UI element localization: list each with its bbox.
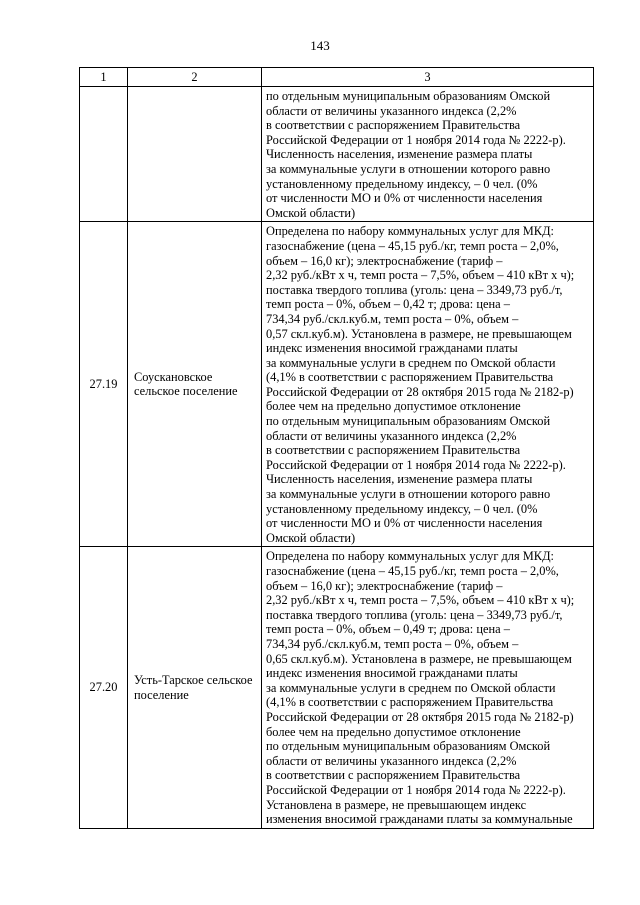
text-line: Омской области) — [266, 205, 356, 220]
text-line: (4,1% в соответствии с распоряжением Правительства — [266, 695, 554, 710]
settlement-name: Усть-Тарское сельское поселение — [128, 547, 262, 828]
row-name-cell — [128, 87, 262, 222]
row-number: 27.20 — [80, 547, 128, 828]
text-line: 734,34 руб./скл.куб.м, темп роста – 0%, объем – — [266, 311, 519, 326]
text-line: 0,65 скл.куб.м). Установлена в размере, не превышающем — [266, 651, 572, 666]
text-line: Численность населения, изменение размера платы — [266, 147, 533, 162]
text-line: 0,57 скл.куб.м). Установлена в размере, не превышающем — [266, 326, 572, 341]
text-line: более чем на предельно допустимое отклонение — [266, 724, 521, 739]
text-line: Российской Федерации от 1 ноября 2014 года № 2222-р). — [266, 457, 566, 472]
text-line: газоснабжение (цена – 45,15 руб./кг, темп роста – 2,0%, — [266, 564, 559, 578]
text-line: области от величины указанного индекса (2,2% — [266, 103, 517, 118]
text-line: в соответствии с распоряжением Правительства — [266, 443, 521, 458]
table-row-continuation — [80, 87, 594, 222]
text-line: по отдельным муниципальным образованиям Омской — [266, 739, 551, 754]
row-text-cell — [262, 87, 594, 222]
text-line: Российской Федерации от 28 октября 2015 года № 2182-р) — [266, 709, 574, 724]
column-header-3: 3 — [262, 68, 594, 87]
text-line: по отдельным муниципальным образованиям Омской — [266, 414, 551, 429]
column-header-1: 1 — [80, 68, 128, 87]
text-line: более чем на предельно допустимое отклонение — [266, 399, 521, 414]
row-text-cell — [262, 222, 594, 547]
text-line: Численность населения, изменение размера платы — [266, 472, 533, 487]
text-line: газоснабжение (цена – 45,15 руб./кг, темп роста – 2,0%, — [266, 238, 559, 253]
text-line: объем – 16,0 кг); электроснабжение (тариф – — [266, 253, 503, 268]
text-line: от численности МО и 0% от численности населения — [266, 191, 543, 206]
table-row-27-19 — [80, 222, 594, 547]
settlement-name: Соускановское сельское поселение — [128, 222, 262, 547]
text-line: за коммунальные услуги в среднем по Омской области — [266, 680, 556, 695]
text-line: темп роста – 0%, объем – 0,49 т; дрова: цена – — [266, 622, 510, 637]
row-text-cell — [262, 547, 594, 828]
text-line: темп роста – 0%, объем – 0,42 т; дрова: цена – — [266, 297, 510, 312]
text-line: от численности МО и 0% от численности населения — [266, 516, 543, 531]
page-number: 143 — [310, 38, 330, 53]
text-line: Установлена в размере, не превышающем индекс — [266, 797, 527, 812]
row-number-cell — [80, 87, 128, 222]
text-line: поставка твердого топлива (уголь: цена – 3349,73 руб./т, — [266, 607, 563, 622]
text-line: (4,1% в соответствии с распоряжением Правительства — [266, 370, 554, 385]
text-line: области от величины указанного индекса (2,2% — [266, 753, 517, 768]
table-header-row — [80, 68, 594, 87]
table-row-27-20 — [80, 547, 594, 828]
text-line: установленному предельному индексу, – 0 чел. (0% — [266, 501, 538, 516]
text-line: установленному предельному индексу, – 0 чел. (0% — [266, 176, 538, 191]
text-line: за коммунальные услуги в среднем по Омской области — [266, 355, 556, 370]
text-line: за коммунальные услуги в отношении которого равно — [266, 161, 551, 176]
text-line: индекс изменения вносимой гражданами платы — [266, 341, 518, 356]
text-line: индекс изменения вносимой гражданами платы — [266, 666, 518, 681]
column-header-2: 2 — [128, 68, 262, 87]
document-table — [79, 67, 594, 829]
text-line: в соответствии с распоряжением Правительства — [266, 118, 521, 133]
text-line: Российской Федерации от 28 октября 2015 года № 2182-р) — [266, 384, 574, 399]
text-line: в соответствии с распоряжением Правительства — [266, 768, 521, 783]
text-line: Омской области) — [266, 530, 356, 545]
text-line: области от величины указанного индекса (2,2% — [266, 428, 517, 443]
text-line: Определена по набору коммунальных услуг для МКД: — [266, 224, 554, 239]
text-line: 2,32 руб./кВт х ч, темп роста – 7,5%, объем – 410 кВт х ч); — [266, 268, 575, 283]
text-line: поставка твердого топлива (уголь: цена – 3349,73 руб./т, — [266, 282, 563, 297]
text-line: за коммунальные услуги в отношении которого равно — [266, 487, 551, 502]
text-line: Определена по набору коммунальных услуг для МКД: — [266, 549, 554, 564]
text-line: 2,32 руб./кВт х ч, темп роста – 7,5%, объем – 410 кВт х ч); — [266, 593, 575, 608]
text-line: изменения вносимой гражданами платы за коммунальные — [266, 812, 573, 827]
text-line: объем – 16,0 кг); электроснабжение (тариф – — [266, 578, 503, 593]
text-line: Российской Федерации от 1 ноября 2014 года № 2222-р). — [266, 132, 566, 147]
text-line: 734,34 руб./скл.куб.м, темп роста – 0%, объем – — [266, 636, 519, 651]
text-line: по отдельным муниципальным образованиям Омской — [266, 89, 551, 103]
row-number: 27.19 — [80, 222, 128, 547]
text-line: Российской Федерации от 1 ноября 2014 года № 2222-р). — [266, 782, 566, 797]
